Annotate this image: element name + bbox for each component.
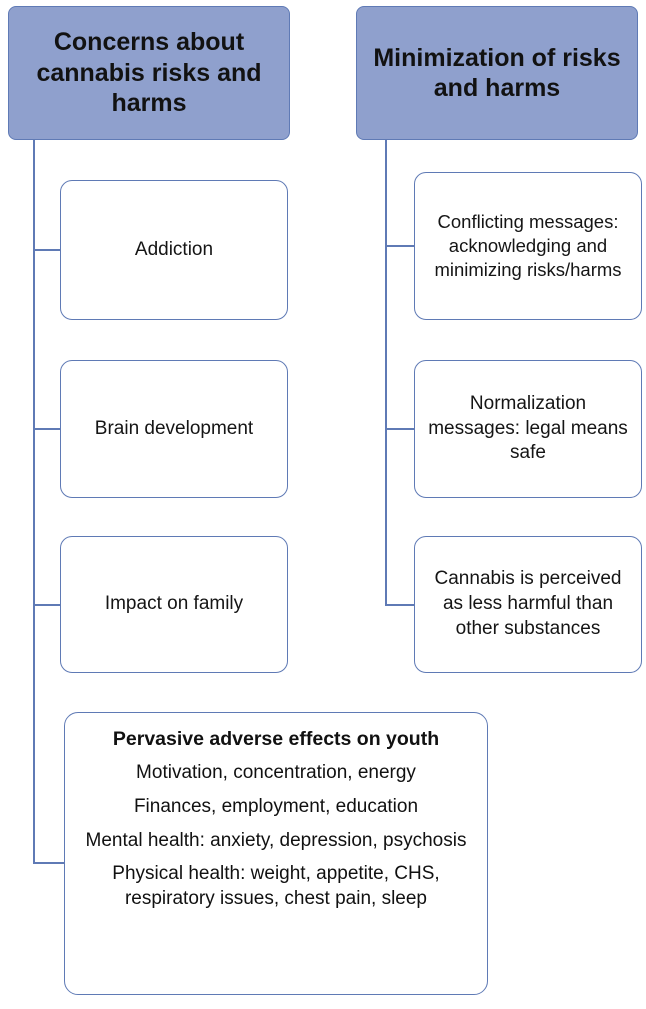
header-minimization-of-risks-and-harms: Minimization of risks and harms [356, 6, 638, 140]
node-perceived-less-harmful: Cannabis is perceived as less harmful than other substances [414, 536, 642, 673]
connector-to-impact-on-family [33, 604, 60, 606]
pervasive-box-line-3: Mental health: anxiety, depression, psychosis [85, 829, 467, 851]
node-impact-on-family: Impact on family [60, 536, 288, 673]
connector-to-brain-development [33, 428, 60, 430]
connector-to-normalization-messages [385, 428, 414, 430]
node-conflicting-messages: Conflicting messages: acknowledging and minimizing risks/harms [414, 172, 642, 320]
node-brain-development: Brain development [60, 360, 288, 498]
node-pervasive-adverse-effects-on-youth [64, 712, 488, 995]
pervasive-box-line-2: Finances, employment, education [133, 796, 419, 818]
connector-right-trunk [385, 140, 387, 605]
connector-to-conflicting-messages [385, 245, 414, 247]
pervasive-box-title: Pervasive adverse effects on youth [112, 728, 440, 750]
node-addiction: Addiction [60, 180, 288, 320]
pervasive-box-line-4: Physical health: weight, appetite, CHS, respiratory issues, chest pain, sleep [112, 863, 440, 910]
connector-to-pervasive-effects [33, 862, 64, 864]
header-concerns-about-cannabis-risks-and-harms: Concerns about cannabis risks and harms [8, 6, 290, 140]
pervasive-box-line-1: Motivation, concentration, energy [136, 762, 416, 784]
node-normalization-messages: Normalization messages: legal means safe [414, 360, 642, 498]
connector-to-perceived-less-harmful [385, 604, 414, 606]
connector-to-addiction [33, 249, 60, 251]
